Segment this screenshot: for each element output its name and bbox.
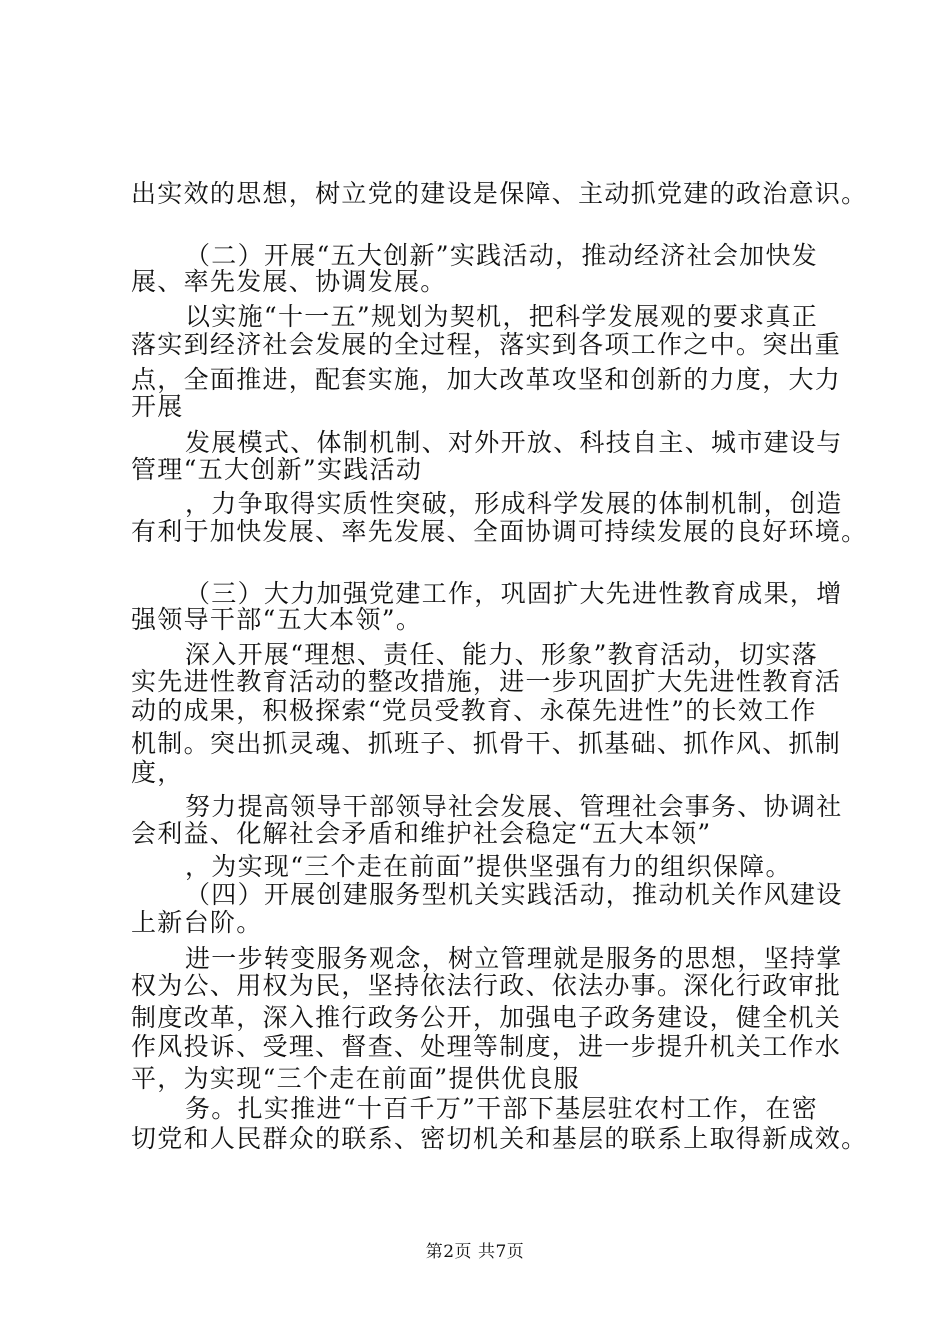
text-line: 上新台阶。 [131, 908, 263, 937]
text-line: 发展模式、体制机制、对外开放、科技自主、城市建设与 [185, 428, 843, 457]
text-line: 强领导干部“五大本领”。 [131, 605, 423, 634]
text-line: 切党和人民群众的联系、密切机关和基层的联系上取得新成效。 [131, 1124, 868, 1153]
text-line: 展、率先发展、协调发展。 [131, 267, 447, 296]
text-line: ，力争取得实质性突破，形成科学发展的体制机制，创造 [185, 489, 843, 518]
text-line: 平，为实现“三个走在前面”提供优良服 [131, 1064, 580, 1093]
section-heading: （四）开展创建服务型机关实践活动，推动机关作风建设 [185, 880, 843, 909]
text-line: 有利于加快发展、率先发展、全面协调可持续发展的良好环境。 [131, 517, 868, 546]
text-line: 深入开展“理想、责任、能力、形象”教育活动，切实落 [185, 640, 819, 669]
text-line: 机制。突出抓灵魂、抓班子、抓骨干、抓基础、抓作风、抓制 [131, 729, 842, 758]
section-heading: （二）开展“五大创新”实践活动，推动经济社会加快发 [185, 241, 819, 270]
text-line: 实先进性教育活动的整改措施，进一步巩固扩大先进性教育活 [131, 667, 842, 696]
text-line: 管理“五大创新”实践活动 [131, 455, 423, 484]
text-line: 开展 [131, 392, 184, 421]
text-line: 会利益、化解社会矛盾和维护社会稳定“五大本领” [131, 819, 712, 848]
text-line: 落实到经济社会发展的全过程，落实到各项工作之中。突出重 [131, 330, 842, 359]
text-line: 动的成果，积极探索“党员受教育、永葆先进性”的长效工作 [131, 696, 817, 725]
text-line: ，为实现“三个走在前面”提供坚强有力的组织保障。 [185, 852, 792, 881]
text-line: 点，全面推进，配套实施，加大改革攻坚和创新的力度，大力 [131, 365, 842, 394]
text-line: 度， [131, 758, 184, 787]
text-line: 务。扎实推进“十百千万”干部下基层驻农村工作，在密 [185, 1094, 819, 1123]
page-number-footer: 第2页 共7页 [425, 1242, 525, 1262]
text-line: 权为公、用权为民，坚持依法行政、依法办事。深化行政审批 [131, 971, 842, 1000]
text-line: 以实施“十一五”规划为契机，把科学发展观的要求真正 [185, 302, 819, 331]
section-heading: （三）大力加强党建工作，巩固扩大先进性教育成果，增 [185, 579, 843, 608]
text-line: 进一步转变服务观念，树立管理就是服务的思想，坚持掌 [185, 944, 843, 973]
text-line: 制度改革，深入推行政务公开，加强电子政务建设，健全机关 [131, 1003, 842, 1032]
text-line: 努力提高领导干部领导社会发展、管理社会事务、协调社 [185, 792, 843, 821]
text-line: 出实效的思想，树立党的建设是保障、主动抓党建的政治意识。 [131, 179, 868, 208]
text-line: 作风投诉、受理、督查、处理等制度，进一步提升机关工作水 [131, 1032, 842, 1061]
